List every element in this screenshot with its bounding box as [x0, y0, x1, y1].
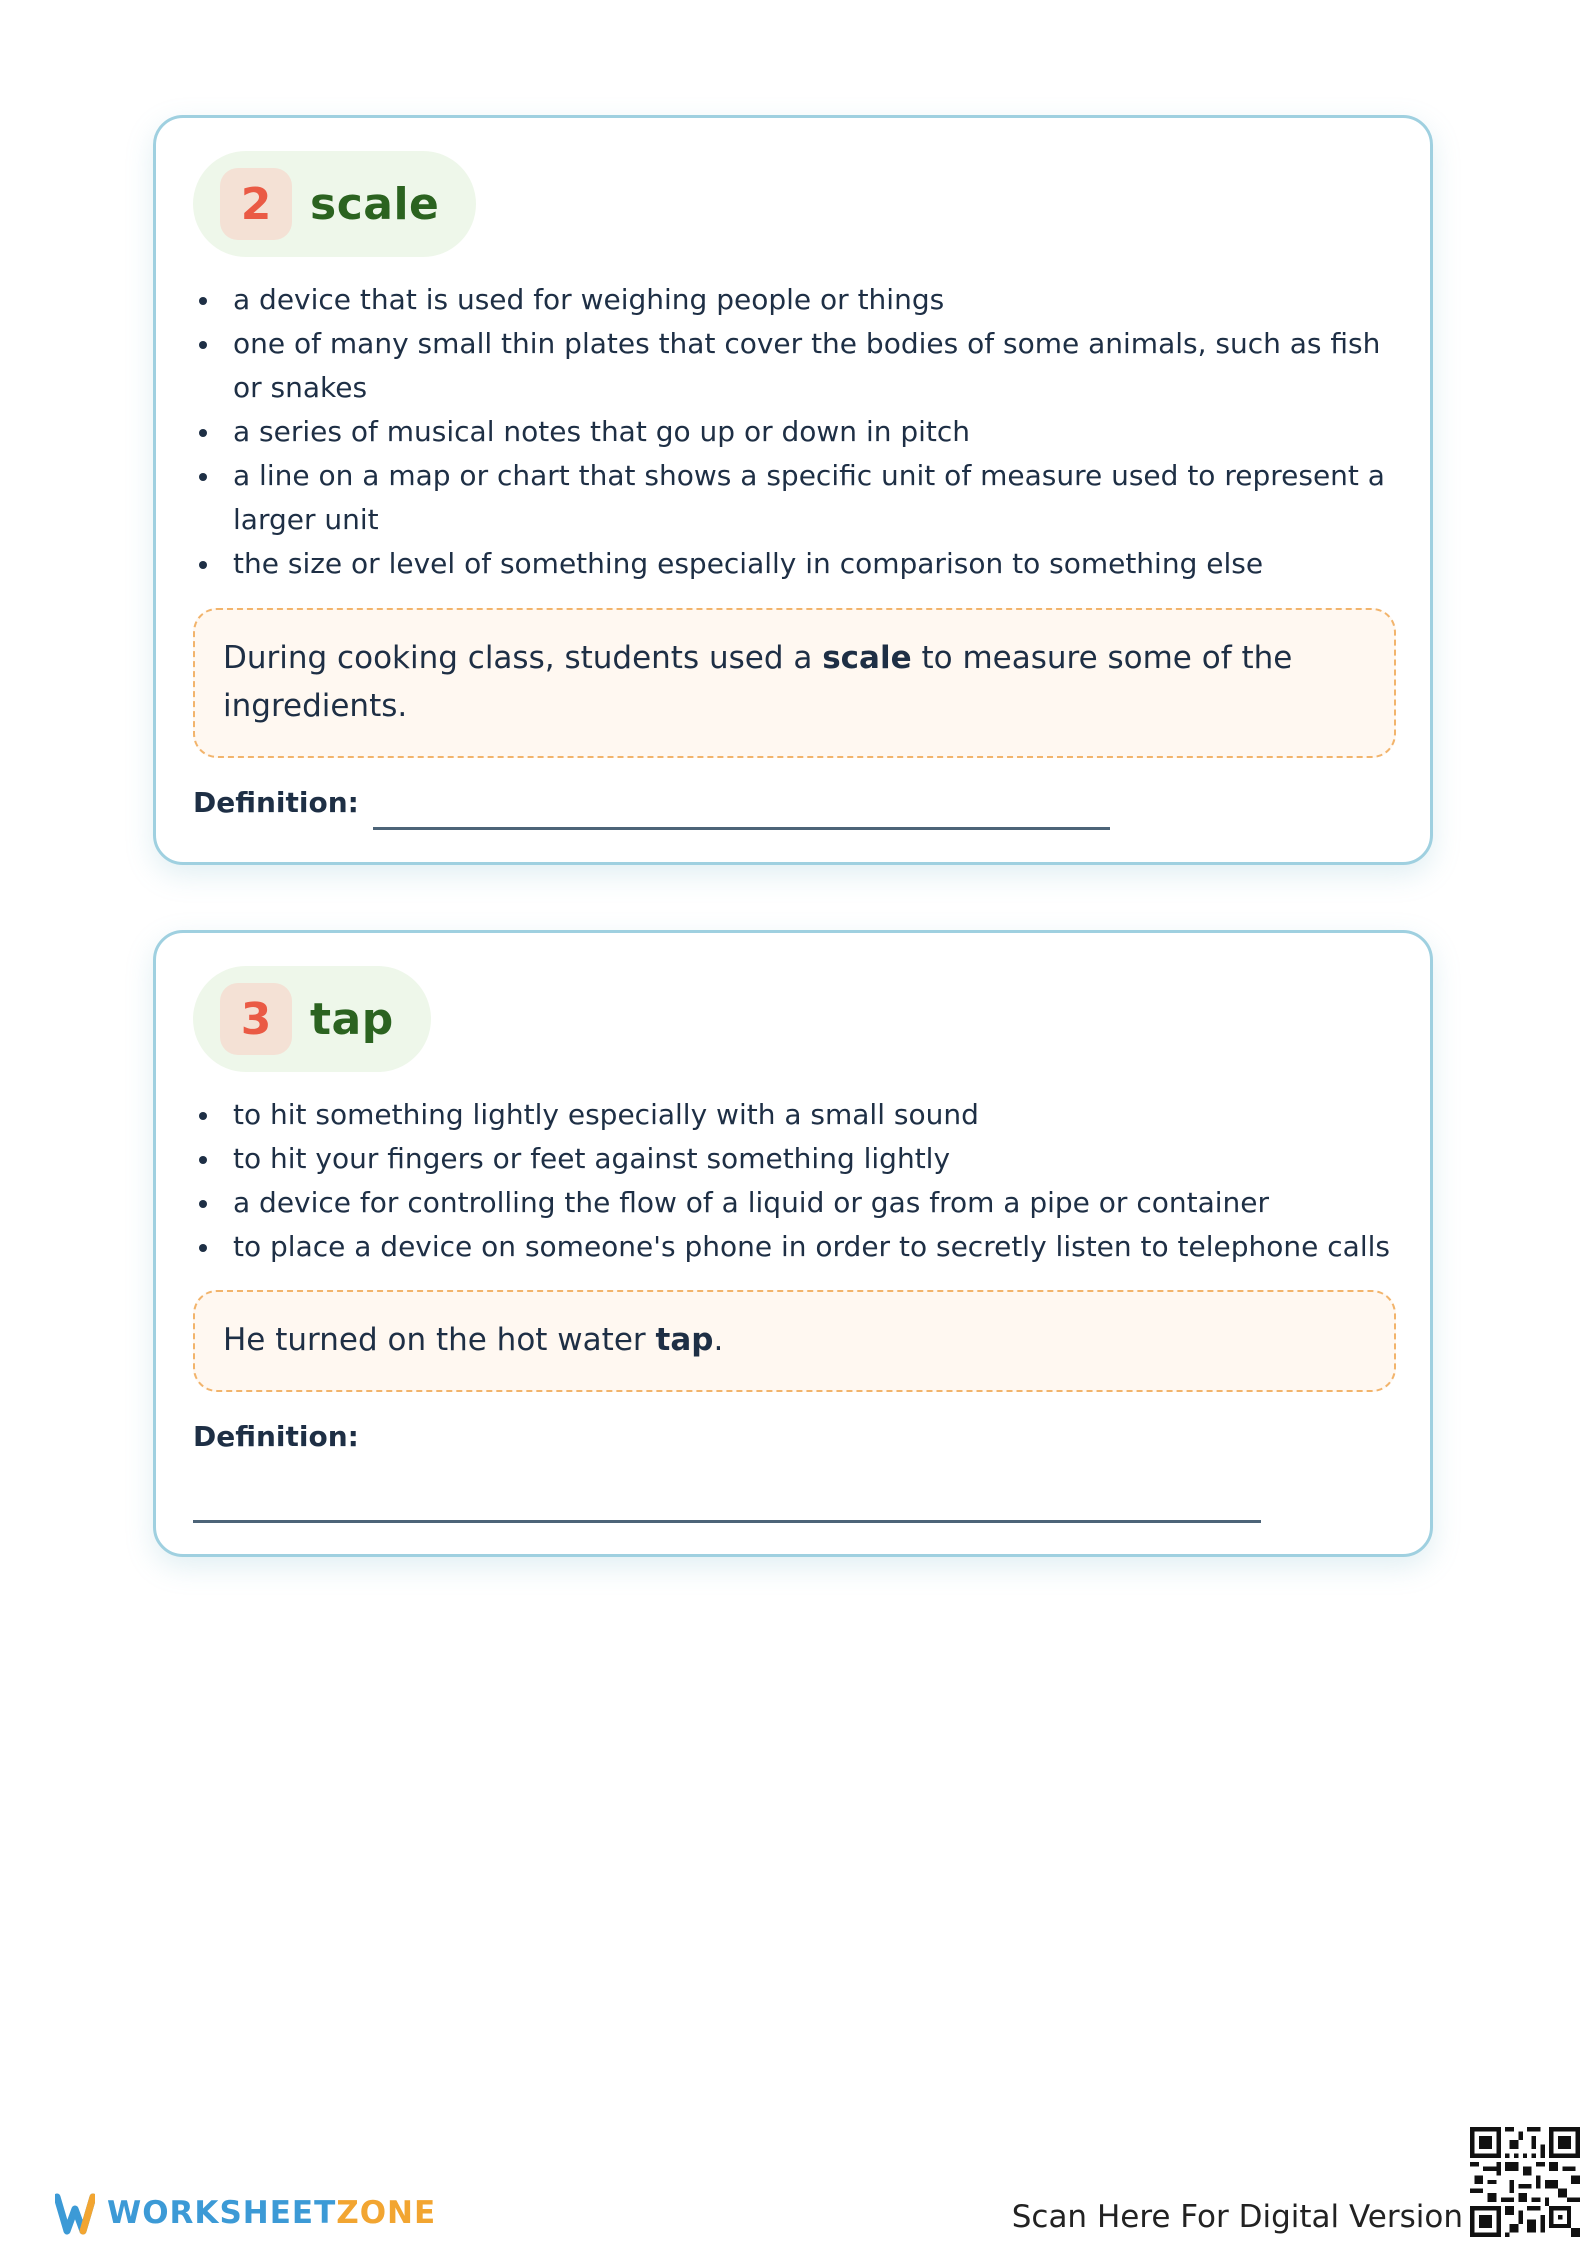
word-header [193, 151, 476, 257]
scan-caption: Scan Here For Digital Version [1011, 2199, 1463, 2235]
example-highlight-word: scale [822, 640, 912, 676]
logo-text-zone: ZONE [336, 2195, 437, 2231]
word-number: 3 [220, 983, 292, 1055]
vocab-word: tap [310, 993, 394, 1045]
definition-item: a device that is used for weighing people or things [193, 278, 1393, 322]
definition-list [193, 1093, 1393, 1269]
definition-item: a line on a map or chart that shows a specific unit of measure used to represent a larger unit [193, 454, 1393, 542]
logo-text-worksheet: WORKSHEET [107, 2195, 337, 2231]
vocab-card-scale [153, 115, 1433, 865]
definition-item: to hit something lightly especially with a small sound [193, 1093, 1393, 1137]
word-number: 2 [220, 168, 292, 240]
definition-item: a series of musical notes that go up or down in pitch [193, 410, 1393, 454]
definition-label: Definition: [193, 1420, 359, 1453]
definition-answer-line[interactable] [193, 1520, 1261, 1523]
definition-list [193, 278, 1393, 586]
example-sentence [193, 608, 1396, 758]
example-text-after: to measure some of the ingredients. [223, 640, 1293, 724]
definition-item: one of many small thin plates that cover the bodies of some animals, such as fish or snakes [193, 322, 1393, 410]
example-text-before: During cooking class, students used a [223, 640, 823, 676]
logo-w-icon [55, 2185, 95, 2241]
definition-item: a device for controlling the flow of a liquid or gas from a pipe or container [193, 1181, 1393, 1225]
qr-code-icon[interactable] [1470, 2127, 1580, 2237]
definition-item: to place a device on someone's phone in order to secretly listen to telephone calls [193, 1225, 1393, 1269]
logo-text [107, 2195, 436, 2231]
vocab-word: scale [310, 178, 440, 230]
definition-label: Definition: [193, 786, 359, 819]
example-text-before: He turned on the hot water [223, 1322, 656, 1358]
word-header [193, 966, 431, 1072]
example-sentence [193, 1290, 1396, 1392]
definition-answer-line[interactable] [373, 827, 1110, 830]
definition-item: the size or level of something especially in comparison to something else [193, 542, 1393, 586]
example-text-after: . [713, 1322, 724, 1358]
worksheetzone-logo[interactable] [55, 2185, 436, 2241]
definition-item: to hit your fingers or feet against something lightly [193, 1137, 1393, 1181]
example-highlight-word: tap [655, 1322, 714, 1358]
vocab-card-tap [153, 930, 1433, 1557]
